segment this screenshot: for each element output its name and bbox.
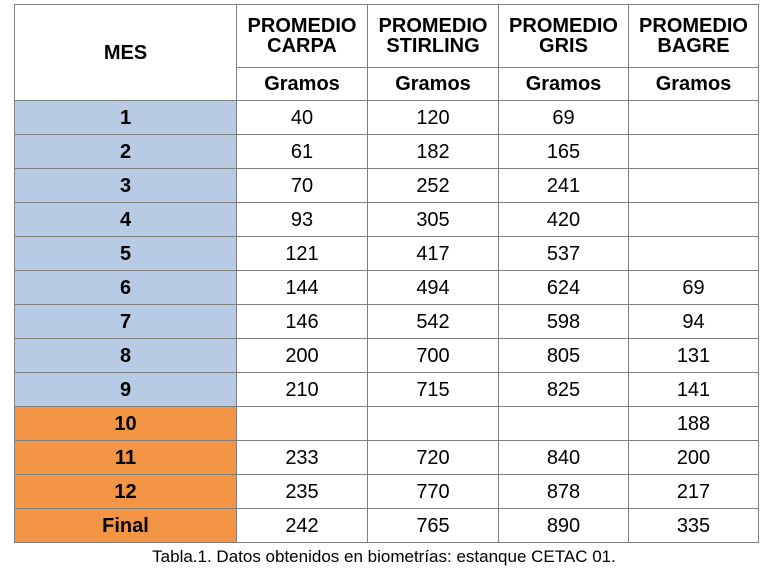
value-cell: 598: [499, 305, 629, 339]
value-cell: 141: [629, 373, 759, 407]
header-line1: PROMEDIO: [639, 15, 748, 37]
value-cell: [368, 407, 499, 441]
month-cell: 8: [15, 339, 237, 373]
value-cell: 70: [237, 169, 368, 203]
value-cell: 417: [368, 237, 499, 271]
value-cell: 121: [237, 237, 368, 271]
value-cell: 131: [629, 339, 759, 373]
header-line1: PROMEDIO: [247, 15, 357, 37]
value-cell: 720: [368, 441, 499, 475]
value-cell: [629, 203, 759, 237]
value-cell: 765: [368, 509, 499, 543]
table-row: [15, 203, 759, 237]
month-cell: Final: [15, 509, 237, 543]
value-cell: 840: [499, 441, 629, 475]
value-cell: 93: [237, 203, 368, 237]
value-cell: [629, 169, 759, 203]
header-line2: STIRLING: [386, 35, 480, 57]
value-cell: [499, 407, 629, 441]
value-cell: [629, 101, 759, 135]
value-cell: 420: [499, 203, 629, 237]
header-gris: [499, 5, 629, 68]
table-row: [15, 373, 759, 407]
value-cell: 700: [368, 339, 499, 373]
month-cell: 2: [15, 135, 237, 169]
value-cell: 890: [499, 509, 629, 543]
month-cell: 4: [15, 203, 237, 237]
value-cell: 335: [629, 509, 759, 543]
header-stirling: [368, 5, 499, 68]
month-cell: 7: [15, 305, 237, 339]
header-carpa: [237, 5, 368, 68]
month-cell: 3: [15, 169, 237, 203]
value-cell: 542: [368, 305, 499, 339]
value-cell: 200: [237, 339, 368, 373]
header-bagre: [629, 5, 759, 68]
value-cell: 241: [499, 169, 629, 203]
table-row: [15, 475, 759, 509]
value-cell: 94: [629, 305, 759, 339]
value-cell: 120: [368, 101, 499, 135]
value-cell: 61: [237, 135, 368, 169]
table-row: [15, 169, 759, 203]
value-cell: 144: [237, 271, 368, 305]
value-cell: 242: [237, 509, 368, 543]
unit-carpa: Gramos: [237, 68, 368, 101]
header-line1: PROMEDIO: [378, 15, 488, 37]
header-line2: BAGRE: [657, 35, 730, 57]
value-cell: 770: [368, 475, 499, 509]
value-cell: 69: [499, 101, 629, 135]
header-line1: PROMEDIO: [509, 15, 618, 37]
header-line2: CARPA: [267, 35, 337, 57]
value-cell: 188: [629, 407, 759, 441]
value-cell: 624: [499, 271, 629, 305]
month-cell: 10: [15, 407, 237, 441]
biometry-table: [14, 4, 759, 543]
month-cell: 9: [15, 373, 237, 407]
table-row: [15, 441, 759, 475]
value-cell: 235: [237, 475, 368, 509]
table-row: [15, 135, 759, 169]
value-cell: 233: [237, 441, 368, 475]
table-body: [15, 5, 759, 543]
value-cell: 494: [368, 271, 499, 305]
unit-bagre: Gramos: [629, 68, 759, 101]
header-line2: GRIS: [539, 35, 588, 57]
value-cell: [629, 237, 759, 271]
table-row: [15, 101, 759, 135]
value-cell: 182: [368, 135, 499, 169]
month-cell: 5: [15, 237, 237, 271]
value-cell: 305: [368, 203, 499, 237]
value-cell: [237, 407, 368, 441]
unit-stirling: Gramos: [368, 68, 499, 101]
value-cell: 146: [237, 305, 368, 339]
table-row: [15, 271, 759, 305]
value-cell: [629, 135, 759, 169]
month-cell: 1: [15, 101, 237, 135]
value-cell: 825: [499, 373, 629, 407]
value-cell: 69: [629, 271, 759, 305]
value-cell: 805: [499, 339, 629, 373]
value-cell: 210: [237, 373, 368, 407]
month-cell: 6: [15, 271, 237, 305]
value-cell: 200: [629, 441, 759, 475]
header-row: [15, 5, 759, 68]
table-row: [15, 339, 759, 373]
table-row: [15, 509, 759, 543]
month-cell: 12: [15, 475, 237, 509]
value-cell: 40: [237, 101, 368, 135]
value-cell: 165: [499, 135, 629, 169]
mes-header: MES: [15, 5, 237, 101]
unit-gris: Gramos: [499, 68, 629, 101]
value-cell: 217: [629, 475, 759, 509]
value-cell: 252: [368, 169, 499, 203]
month-cell: 11: [15, 441, 237, 475]
value-cell: 878: [499, 475, 629, 509]
table-row: [15, 237, 759, 271]
value-cell: 537: [499, 237, 629, 271]
table-row: [15, 305, 759, 339]
table-caption: Tabla.1. Datos obtenidos en biometrías: estanque CETAC 01.: [152, 547, 616, 566]
value-cell: 715: [368, 373, 499, 407]
table-row: [15, 407, 759, 441]
